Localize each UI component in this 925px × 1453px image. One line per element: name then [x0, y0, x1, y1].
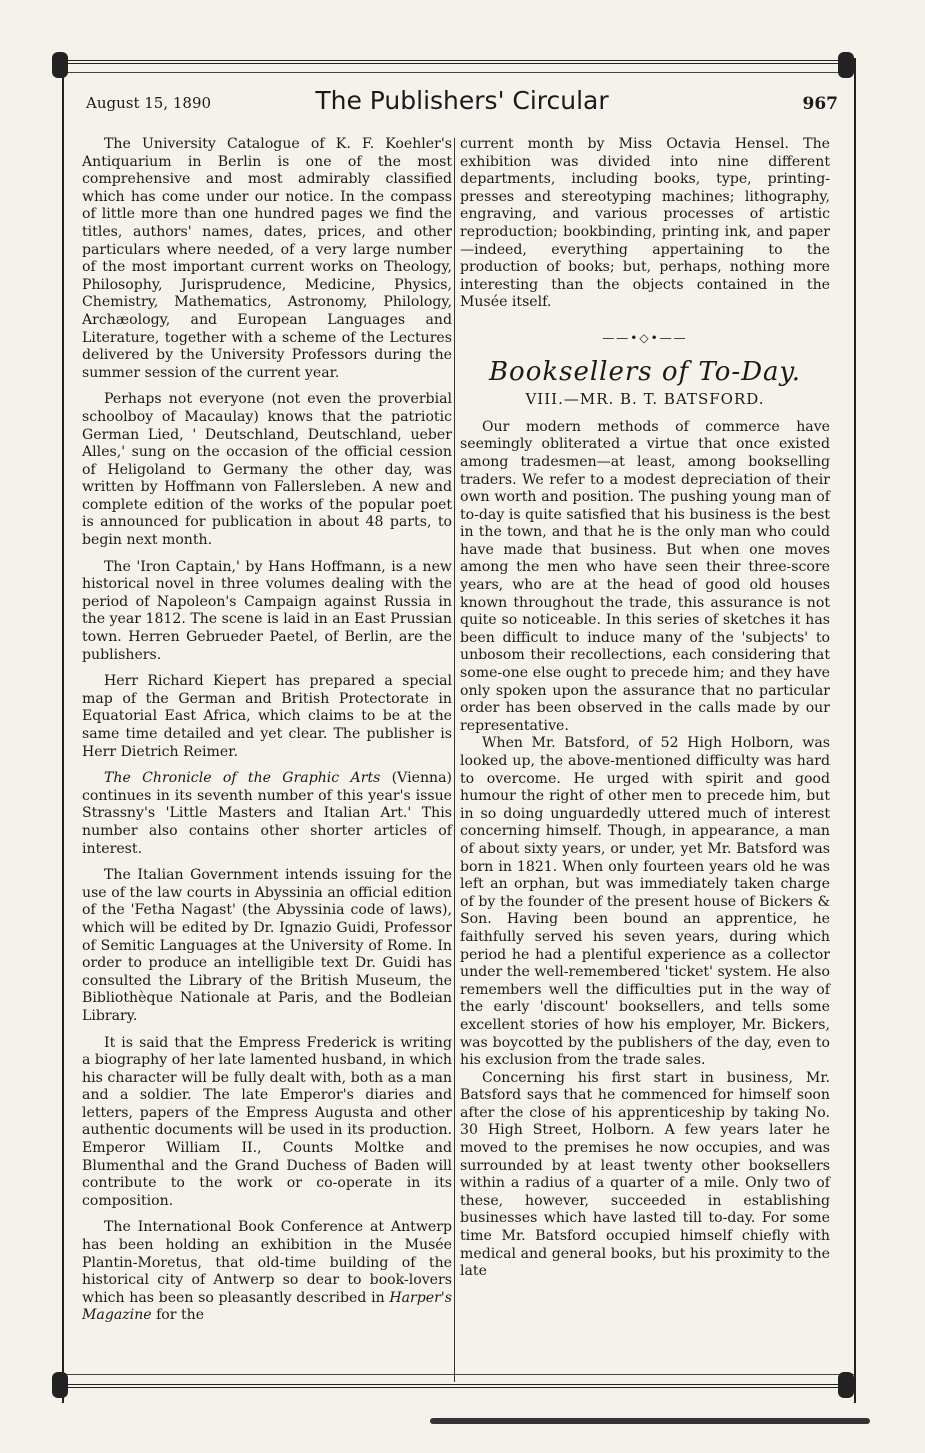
- paragraph-modern-methods: Our modern methods of commerce have seemingly obliterated a virtue that once existed among tradesmen—at least, among bookselling traders. We refer to a modest depreciation of their own worth and position. The pushing young man of to-day is quite satisfied that his business is the best in the town, and that he is the only man who could have made that business. But when one moves among the men who have seen their three-score years, who are at the head of good old houses known throughout the trade, this assurance is not quite so noticeable. In this series of sketches it has been difficult to induce many of the 'subjects' to unbosom their recollections, each considering that some-one else ought to precede him; and they have only spoken upon the assurance that no particular order has been observed in the calls made by our representative.: [460, 418, 830, 734]
- paragraph-empress-frederick: It is said that the Empress Frederick is writing a biography of her late lamented husband, in which his character will be fully dealt with, both as a man and a soldier. The late Emperor's diaries and letters, papers of the Empress Augusta and other authentic documents will be used in its production. Emperor William II., Counts Moltke and Blumenthal and the Grand Duchess of Baden will contribute to the work or co-operate in its composition.: [82, 1034, 452, 1209]
- chronicle-text: (Vienna) continues in its seventh number of this year's issue Strassny's 'Little Masters and Italian Art.' This number also contains other shorter articles of interest.: [82, 770, 452, 857]
- print-smudge: [430, 1418, 870, 1424]
- issue-date: August 15, 1890: [86, 94, 212, 112]
- paragraph-iron-captain: The 'Iron Captain,' by Hans Hoffmann, is a new historical novel in three volumes dealing with the period of Napoleon's Campaign against Russia in the year 1812. The scene is laid in an East Prussian town. Herren Gebrueder Paetel, of Berlin, are the publishers.: [82, 558, 452, 663]
- paragraph-chronicle-graphic-arts: [82, 770, 452, 858]
- paragraph-fetha-nagast: The Italian Government intends issuing for the use of the law courts in Abyssinia an official edition of the 'Fetha Nagast' (the Abyssinia code of laws), which will be edited by Dr. Ignazio Guidi, Professor of Semitic Languages at the University of Rome. In order to produce an intelligible text Dr. Guidi has consulted the Library of the British Museum, the Bibliothèque Nationale at Paris, and the Bodleian Library.: [82, 867, 452, 1024]
- paragraph-batsford-early-life: When Mr. Batsford, of 52 High Holborn, was looked up, the above-mentioned difficulty was hard to overcome. He urged with spirit and good humour the right of other men to precede him, but in so doing unguardedly uttered much of interest concerning himself. Though, in appearance, a man of about sixty years, or under, yet Mr. Batsford was born in 1821. When only fourteen years old he was left an orphan, but was immediately taken charge of by the founder of the present house of Bickers & Son. Having been bound an apprentice, he faithfully served his seven years, during which period he had a plentiful experience as a collector under the well-remembered 'ticket' system. He also remembers well the difficulties put in the way of the early 'discount' booksellers, and tells some excellent stories of how his employer, Mr. Bickers, was boycotted by the publishers of the day, even to his exclusion from the trade sales.: [460, 735, 830, 1069]
- conference-text-end: for the: [151, 1307, 205, 1324]
- paragraph-kiepert-map: Herr Richard Kiepert has prepared a special map of the German and British Protectorate in Equatorial East Africa, which claims to be at the same time detailed and yet clear. The publisher is Herr Dietrich Reimer.: [82, 673, 452, 760]
- paragraph-deutschland-lied: Perhaps not everyone (not even the proverbial schoolboy of Macaulay) knows that the patriotic German Lied, ' Deutschland, Deutschland, ueber Alles,' sung on the occasion of the official cession of Heligoland to Germany the other day, was written by Hoffmann von Fallersleben. A new and complete edition of the works of the popular poet is announced for publication in about 48 parts, to begin next month.: [82, 391, 452, 549]
- column-divider: [454, 138, 455, 1382]
- publication-title: The Publishers' Circular: [315, 86, 609, 115]
- harpers-magazine-title: Harper's Magazine: [82, 1289, 452, 1324]
- section-title: Booksellers of To-Day.: [488, 356, 802, 387]
- paragraph-book-conference: [82, 1219, 452, 1325]
- chronicle-title: The Chronicle of the Graphic Arts: [104, 770, 381, 787]
- corner-ornament-top-right: [838, 52, 854, 78]
- left-column: [82, 136, 452, 1325]
- corner-ornament-top-left: [52, 52, 68, 78]
- corner-ornament-bottom-left: [52, 1372, 68, 1398]
- page-header: [82, 86, 842, 122]
- paragraph-batsford-business: Concerning his first start in business, Mr. Batsford says that he commenced for himself soon after the close of his apprenticeship by taking No. 30 High Street, Holborn. A few years later he moved to the premises he now occupies, and was surrounded by at least twenty other booksellers within a radius of a quarter of a mile. Only two of these, however, succeeded in establishing businesses which have lasted till to-day. For some time Mr. Batsford occupied himself chiefly with medical and general books, but his proximity to the late: [460, 1069, 830, 1280]
- paragraph-exhibition-continued: current month by Miss Octavia Hensel. The exhibition was divided into nine different departments, including books, type, printing-presses and stereotyping machines; lithography, engraving, and various processes of artistic reproduction; bookbinding, printing ink, and paper—indeed, everything appertaining to the production of books; but, perhaps, nothing more interesting than the objects contained in the Musée itself.: [460, 136, 830, 311]
- article-subtitle: VIII.—MR. B. T. BATSFORD.: [525, 390, 765, 409]
- paragraph-koehler-catalogue: The University Catalogue of K. F. Koehler's Antiquarium in Berlin is one of the most comprehensive and most admirably classified which has come under our notice. In the compass of little more than one hundred pages we find the titles, authors' names, dates, prices, and other particulars where needed, of a very large number of the most important current works on Theology, Philosophy, Jurisprudence, Medicine, Physics, Chemistry, Mathematics, Astronomy, Philology, Archæology, and European Languages and Literature, together with a scheme of the Lectures delivered by the University Professors during the summer session of the current year.: [82, 136, 452, 381]
- right-column: [460, 136, 830, 1281]
- corner-ornament-bottom-right: [838, 1372, 854, 1398]
- conference-text-start: The International Book Conference at Antwerp has been holding an exhibition in the Musée Plantin-Moretus, that old-time building of the historical city of Antwerp so dear to book-lovers which has been so pleasantly described in: [82, 1219, 452, 1306]
- section-ornament: ——•◇•——: [602, 330, 688, 345]
- page-number: 967: [802, 94, 838, 114]
